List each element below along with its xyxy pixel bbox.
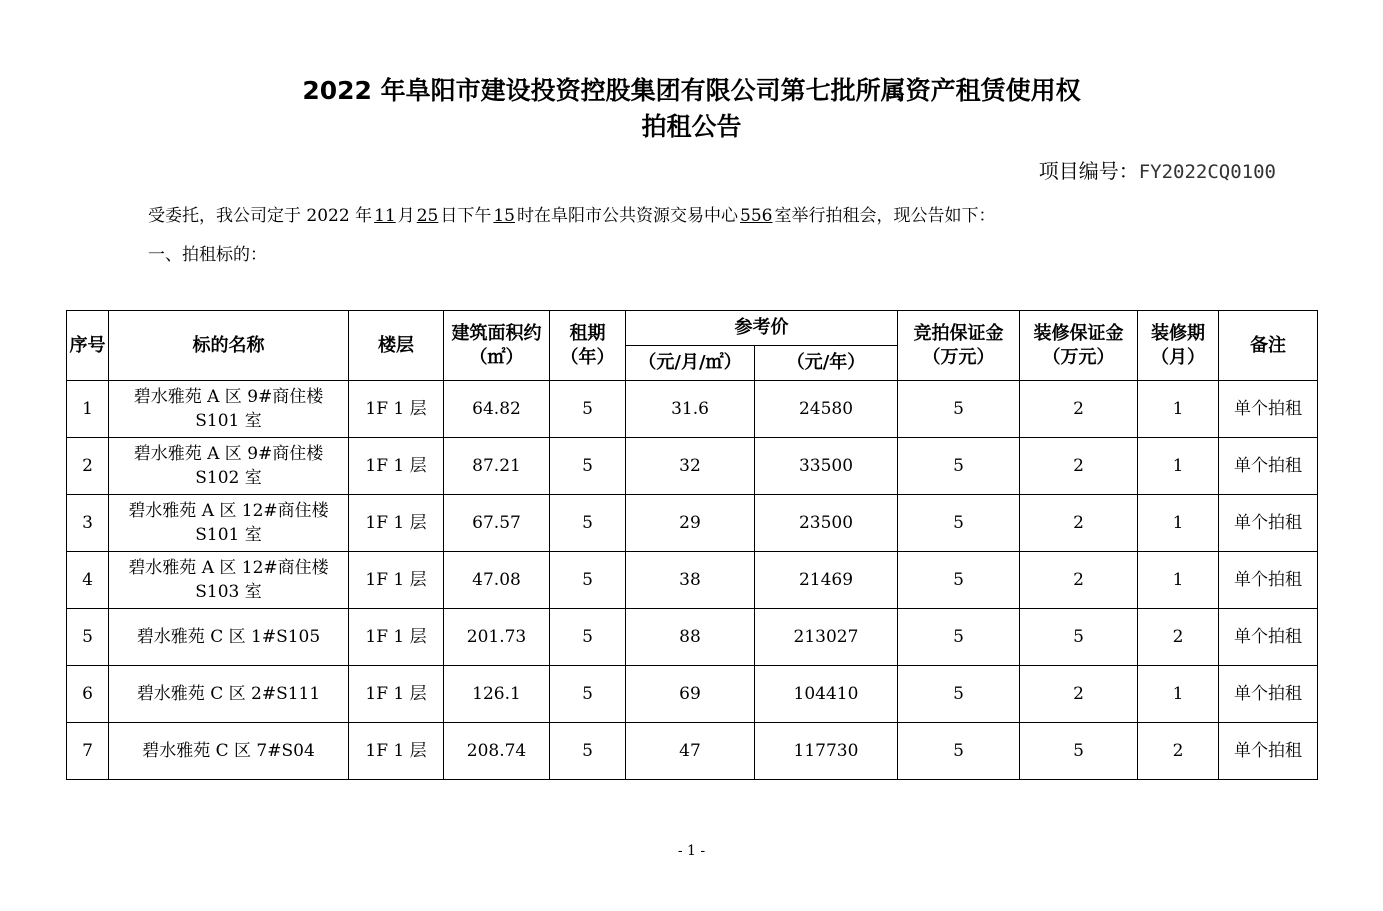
- project-number-value: FY2022CQ0100: [1138, 161, 1276, 183]
- cell-area: 67.57: [444, 495, 550, 552]
- cell-price-year: 104410: [755, 666, 898, 723]
- cell-floor: 1F 1 层: [349, 552, 444, 609]
- cell-seq: 1: [67, 381, 109, 438]
- cell-price-year: 24580: [755, 381, 898, 438]
- cell-seq: 5: [67, 609, 109, 666]
- page-number: - 1 -: [677, 843, 706, 859]
- cell-floor: 1F 1 层: [349, 381, 444, 438]
- intro-room: 556: [740, 206, 773, 226]
- cell-price-month: 69: [626, 666, 755, 723]
- table-row: [67, 552, 1318, 609]
- header-price-year: （元/年）: [755, 346, 898, 381]
- header-floor: 楼层: [349, 311, 444, 381]
- cell-reno-period: 2: [1138, 723, 1219, 780]
- cell-note: 单个拍租: [1219, 666, 1318, 723]
- cell-name: 碧水雅苑 A 区 9#商住楼 S101 室: [109, 381, 349, 438]
- cell-area: 64.82: [444, 381, 550, 438]
- header-name: 标的名称: [109, 311, 349, 381]
- cell-deposit: 5: [898, 723, 1020, 780]
- table-row: [67, 723, 1318, 780]
- cell-term: 5: [550, 552, 626, 609]
- cell-price-year: 117730: [755, 723, 898, 780]
- intro-month: 11: [374, 206, 396, 226]
- cell-term: 5: [550, 495, 626, 552]
- asset-table: [66, 310, 1318, 780]
- title-line-2: 拍租公告: [641, 112, 742, 141]
- cell-note: 单个拍租: [1219, 552, 1318, 609]
- intro-month-unit: 月: [397, 206, 415, 226]
- cell-deposit: 5: [898, 495, 1020, 552]
- cell-seq: 4: [67, 552, 109, 609]
- cell-reno-period: 2: [1138, 609, 1219, 666]
- cell-deposit: 5: [898, 438, 1020, 495]
- project-number-label: 项目编号：: [1038, 159, 1139, 183]
- cell-reno-deposit: 2: [1020, 666, 1138, 723]
- table-row: [67, 666, 1318, 723]
- intro-text-4: 室举行拍租会，现公告如下：: [774, 206, 996, 226]
- header-ref-price: 参考价: [626, 311, 898, 346]
- cell-deposit: 5: [898, 666, 1020, 723]
- cell-area: 201.73: [444, 609, 550, 666]
- cell-reno-deposit: 2: [1020, 495, 1138, 552]
- cell-reno-period: 1: [1138, 552, 1219, 609]
- cell-price-month: 31.6: [626, 381, 755, 438]
- cell-seq: 3: [67, 495, 109, 552]
- cell-name: 碧水雅苑 C 区 2#S111: [109, 666, 349, 723]
- cell-seq: 2: [67, 438, 109, 495]
- header-seq: 序号: [67, 311, 109, 381]
- intro-hour: 15: [493, 206, 515, 226]
- cell-term: 5: [550, 609, 626, 666]
- cell-deposit: 5: [898, 609, 1020, 666]
- cell-price-year: 21469: [755, 552, 898, 609]
- cell-term: 5: [550, 438, 626, 495]
- table-row: [67, 495, 1318, 552]
- cell-note: 单个拍租: [1219, 495, 1318, 552]
- cell-reno-deposit: 5: [1020, 609, 1138, 666]
- table-row: [67, 381, 1318, 438]
- cell-floor: 1F 1 层: [349, 666, 444, 723]
- intro-text-3: 时在阜阳市公共资源交易中心: [517, 206, 738, 226]
- cell-floor: 1F 1 层: [349, 438, 444, 495]
- cell-area: 87.21: [444, 438, 550, 495]
- cell-reno-deposit: 2: [1020, 438, 1138, 495]
- cell-reno-deposit: 2: [1020, 381, 1138, 438]
- cell-reno-period: 1: [1138, 495, 1219, 552]
- cell-note: 单个拍租: [1219, 723, 1318, 780]
- table-row: [67, 609, 1318, 666]
- cell-reno-period: 1: [1138, 381, 1219, 438]
- table-row: [67, 438, 1318, 495]
- intro-day: 25: [416, 206, 439, 226]
- title-line-1: 2022 年阜阳市建设投资控股集团有限公司第七批所属资产租赁使用权: [302, 76, 1081, 105]
- cell-reno-deposit: 2: [1020, 552, 1138, 609]
- header-reno-deposit: 装修保证金（万元）: [1020, 311, 1138, 381]
- header-price-month: （元/月/㎡）: [626, 346, 755, 381]
- cell-price-month: 29: [626, 495, 755, 552]
- intro-text-2: 日下午: [440, 206, 492, 226]
- cell-floor: 1F 1 层: [349, 495, 444, 552]
- header-deposit: 竞拍保证金（万元）: [898, 311, 1020, 381]
- header-term: 租期（年）: [550, 311, 626, 381]
- cell-price-month: 32: [626, 438, 755, 495]
- cell-name: 碧水雅苑 A 区 12#商住楼 S101 室: [109, 495, 349, 552]
- project-number: [1039, 157, 1276, 186]
- cell-term: 5: [550, 381, 626, 438]
- cell-price-month: 38: [626, 552, 755, 609]
- cell-reno-deposit: 5: [1020, 723, 1138, 780]
- cell-area: 47.08: [444, 552, 550, 609]
- cell-area: 208.74: [444, 723, 550, 780]
- cell-floor: 1F 1 层: [349, 723, 444, 780]
- cell-price-month: 88: [626, 609, 755, 666]
- intro-paragraph: [148, 203, 995, 229]
- header-note: 备注: [1219, 311, 1318, 381]
- cell-note: 单个拍租: [1219, 609, 1318, 666]
- cell-name: 碧水雅苑 A 区 9#商住楼 S102 室: [109, 438, 349, 495]
- cell-deposit: 5: [898, 552, 1020, 609]
- cell-floor: 1F 1 层: [349, 609, 444, 666]
- cell-name: 碧水雅苑 C 区 7#S04: [109, 723, 349, 780]
- intro-text-1: 受委托，我公司定于 2022 年: [148, 206, 373, 226]
- cell-area: 126.1: [444, 666, 550, 723]
- cell-note: 单个拍租: [1219, 438, 1318, 495]
- cell-name: 碧水雅苑 A 区 12#商住楼 S103 室: [109, 552, 349, 609]
- cell-term: 5: [550, 723, 626, 780]
- cell-price-year: 33500: [755, 438, 898, 495]
- cell-price-year: 213027: [755, 609, 898, 666]
- cell-name: 碧水雅苑 C 区 1#S105: [109, 609, 349, 666]
- cell-deposit: 5: [898, 381, 1020, 438]
- cell-price-month: 47: [626, 723, 755, 780]
- section-heading-1: 一、拍租标的：: [148, 245, 267, 265]
- cell-reno-period: 1: [1138, 666, 1219, 723]
- header-reno-period: 装修期（月）: [1138, 311, 1219, 381]
- cell-seq: 6: [67, 666, 109, 723]
- cell-price-year: 23500: [755, 495, 898, 552]
- cell-term: 5: [550, 666, 626, 723]
- cell-reno-period: 1: [1138, 438, 1219, 495]
- cell-seq: 7: [67, 723, 109, 780]
- cell-note: 单个拍租: [1219, 381, 1318, 438]
- header-area: 建筑面积约（㎡）: [444, 311, 550, 381]
